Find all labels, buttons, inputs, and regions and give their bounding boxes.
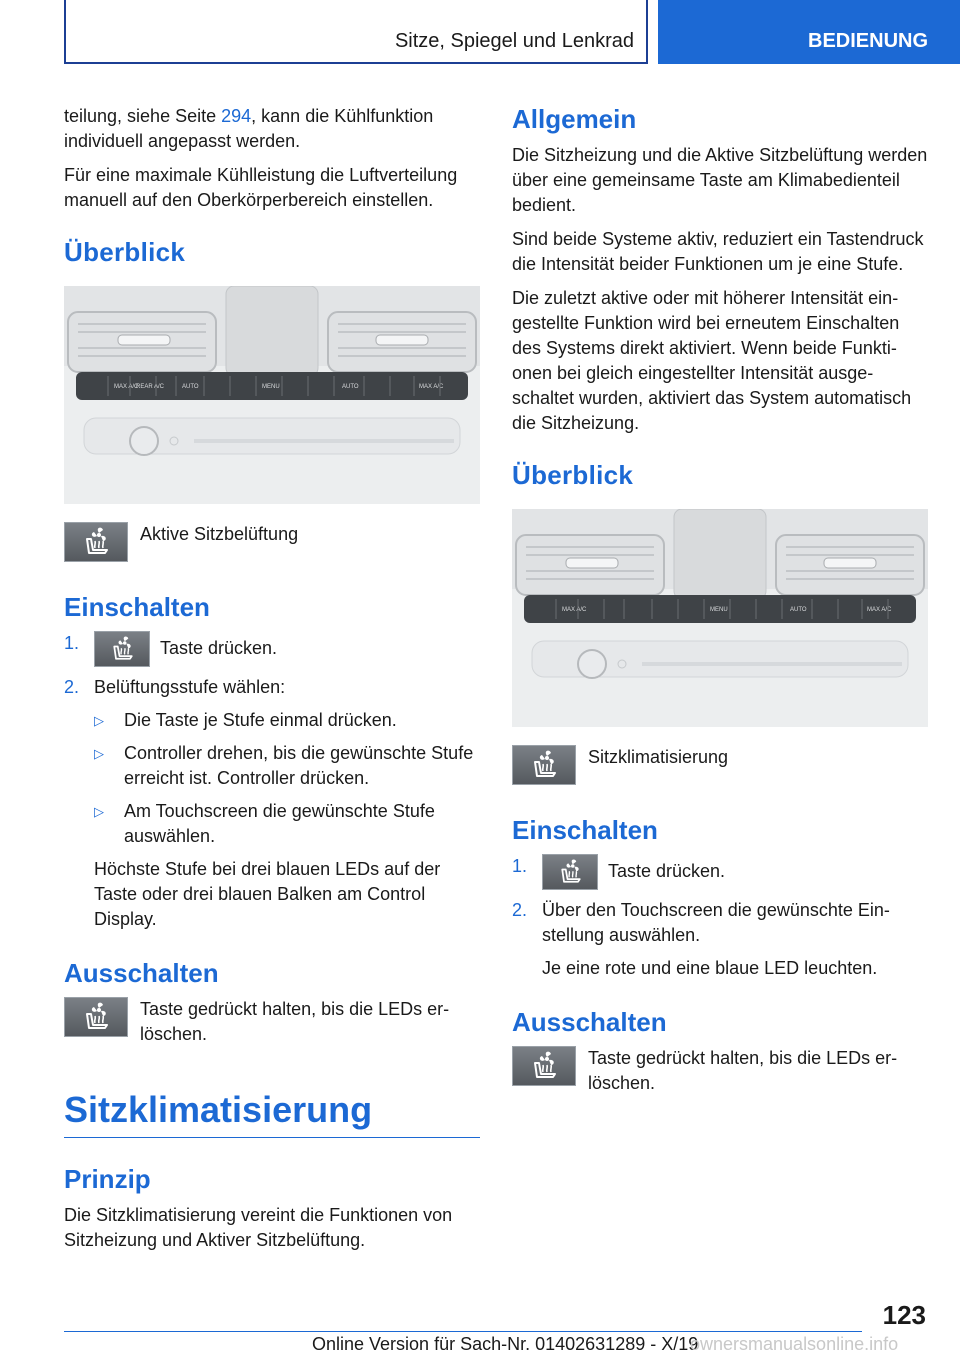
step-1 <box>64 631 480 667</box>
heading-seat-climate: Sitzklimatisierung <box>64 1089 480 1138</box>
panel-label-auto: AUTO <box>182 384 199 390</box>
list-item <box>94 799 480 849</box>
intro-paragraph <box>64 104 480 154</box>
panel-label-rear-ac: REAR A/C <box>136 384 165 390</box>
switch-off-text: Taste gedrückt halten, bis die LEDs erlöschen. <box>588 1048 898 1093</box>
panel-label-menu: MENU <box>710 607 728 613</box>
header-chapter-tab[interactable] <box>658 0 960 64</box>
watermark: ownersmanualsonline.info <box>690 1334 899 1354</box>
switch-off-row <box>512 1046 928 1096</box>
seat-climate-button-icon <box>512 1046 576 1086</box>
climate-panel-photo-left <box>64 286 480 504</box>
step-2 <box>64 675 480 932</box>
caption-seat-climate <box>512 745 928 785</box>
step-number: 1. <box>512 856 528 876</box>
bullet-text: Am Touchscreen die gewünschte Stufe auswählen. <box>124 801 435 846</box>
seat-ventilation-button-icon <box>64 522 128 562</box>
intro-text-post: , kann die Kühlfunktion individuell angepasst werden. <box>64 106 434 151</box>
step-note: Höchste Stufe bei drei blauen LEDs auf der Taste oder drei blauen Balken am Control Display. <box>94 859 441 929</box>
step-number: 2. <box>64 677 80 697</box>
panel-label-auto-right: AUTO <box>790 607 807 613</box>
switch-off-text: Taste gedrückt halten, bis die LEDs erlöschen. <box>140 999 450 1044</box>
heading-general: Allgemein <box>512 104 637 134</box>
footer-online-version: Online Version für Sach-Nr. 01402631289 - X/19 <box>312 1334 699 1354</box>
panel-label-max-ac: MAX A/C <box>562 607 587 613</box>
heading-switch-on-right: Einschalten <box>512 815 658 845</box>
triangle-bullet-icon: ▷ <box>94 804 104 819</box>
heading-overview-right: Überblick <box>512 460 634 490</box>
step-text: Taste drücken. <box>160 637 278 658</box>
heading-switch-on-left: Einschalten <box>64 592 210 622</box>
step-text: Über den Touchscreen die gewünschte Einstellung auswählen. <box>542 900 890 945</box>
principle-paragraph: Die Sitzklimatisierung vereint die Funktionen von Sitzheizung und Aktiver Sitzbelüftung. <box>64 1205 453 1250</box>
footer-divider <box>64 1331 862 1332</box>
bullet-text: Controller drehen, bis die gewünschte Stufe erreicht ist. Controller drücken. <box>124 743 474 788</box>
climate-panel-photo-right <box>512 509 928 727</box>
triangle-bullet-icon: ▷ <box>94 713 104 728</box>
cooling-paragraph: Für eine maximale Kühlleistung die Luftverteilung manuell auf den Oberkörperbereich einstellen. <box>64 165 458 210</box>
list-item <box>94 741 480 791</box>
general-paragraph-1: Die Sitzheizung und die Aktive Sitzbelüftung werden über eine gemeinsame Taste am Klimabedienteil bedient. <box>512 145 928 215</box>
panel-label-max-ac-right: MAX A/C <box>867 607 892 613</box>
step-1 <box>512 854 928 890</box>
caption-active-ventilation <box>64 522 480 562</box>
caption-text: Aktive Sitzbelüftung <box>140 524 299 544</box>
header-chapter-title: BEDIENUNG <box>808 30 929 52</box>
triangle-bullet-icon: ▷ <box>94 746 104 761</box>
seat-ventilation-button-icon <box>94 631 150 667</box>
heading-switch-off-left: Ausschalten <box>64 958 219 988</box>
step-number: 2. <box>512 900 528 920</box>
bullet-list <box>94 708 480 849</box>
seat-climate-button-icon <box>542 854 598 890</box>
panel-label-max-ac-right: MAX A/C <box>419 384 444 390</box>
steps-list-right <box>512 854 928 981</box>
header-section-box <box>64 0 648 64</box>
steps-list-left <box>64 631 480 932</box>
seat-ventilation-button-icon <box>64 997 128 1037</box>
bullet-text: Die Taste je Stufe einmal drücken. <box>124 710 397 730</box>
panel-label-menu: MENU <box>262 384 280 390</box>
seat-climate-button-icon <box>512 745 576 785</box>
heading-overview-left: Überblick <box>64 237 186 267</box>
header-section-title: Sitze, Spiegel und Lenkrad <box>394 30 634 52</box>
intro-text-pre: teilung, siehe Seite <box>64 106 222 126</box>
heading-switch-off-right: Ausschalten <box>512 1007 667 1037</box>
page-link-294[interactable]: 294 <box>221 106 252 126</box>
switch-off-row <box>64 997 480 1047</box>
panel-label-auto-right: AUTO <box>342 384 359 390</box>
step-text: Belüftungsstufe wählen: <box>94 677 286 697</box>
step-2 <box>512 898 928 981</box>
step-text: Taste drücken. <box>608 860 726 881</box>
list-item <box>94 708 480 733</box>
general-paragraph-2: Sind beide Systeme aktiv, reduziert ein Tastendruck die Intensität beider Funktionen um je eine Stufe. <box>512 229 924 274</box>
general-paragraph-3: Die zuletzt aktive oder mit höherer Intensität eingestellte Funktion wird bei erneutem Einschalten des Systems direkt aktiviert. Wenn beide Funktionen bei gleich eingestellter Intensität ausgeschaltet wurden, aktiviert das System automatisch die Sitzheizung. <box>512 288 912 433</box>
step-note: Je eine rote und eine blaue LED leuchten. <box>542 958 878 978</box>
heading-principle: Prinzip <box>64 1164 151 1194</box>
panel-label-max-ac: MAX A/C <box>114 384 139 390</box>
left-column <box>64 104 480 1262</box>
page-number: 123 <box>882 1300 926 1330</box>
step-number: 1. <box>64 633 80 653</box>
caption-text: Sitzklimatisierung <box>588 747 729 767</box>
right-column <box>512 104 928 1116</box>
